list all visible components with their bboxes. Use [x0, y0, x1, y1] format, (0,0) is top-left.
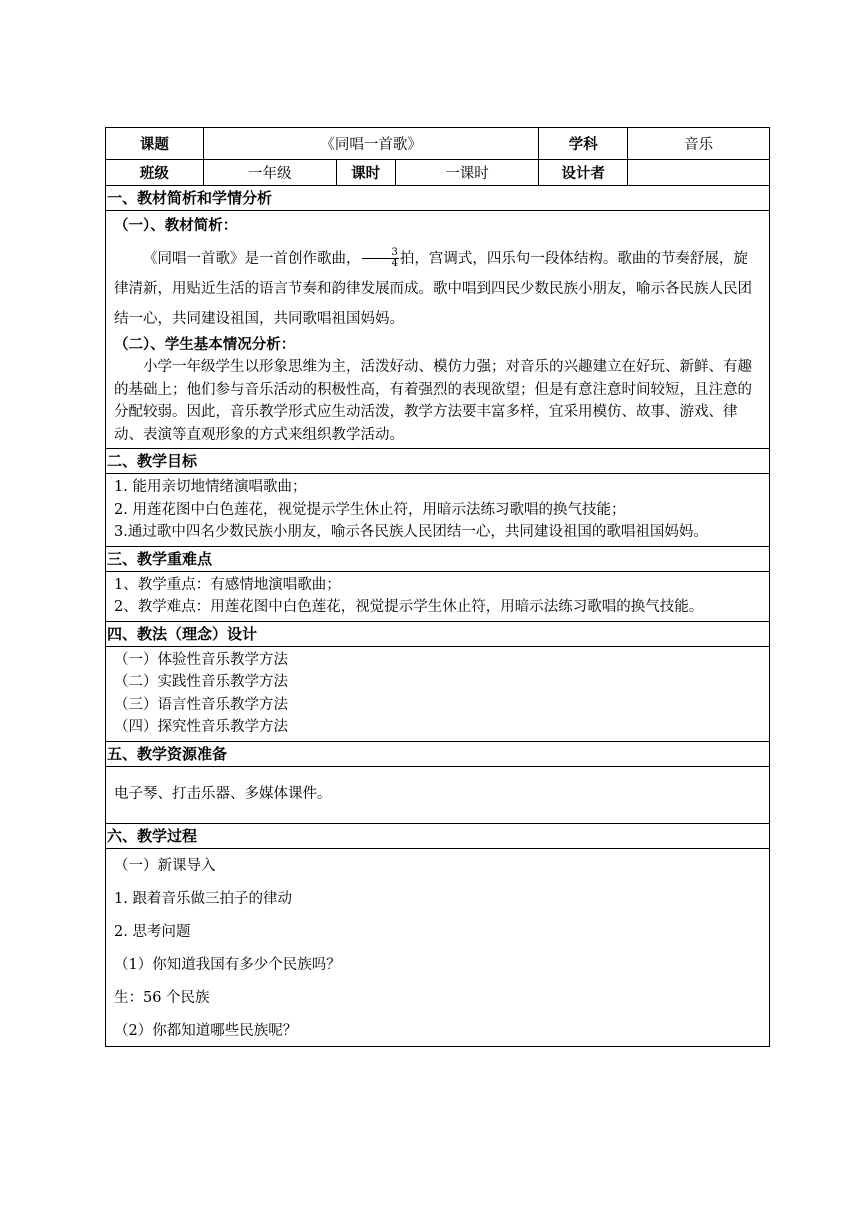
process-item: 生：56 个民族: [114, 989, 210, 1006]
period-label: 课时: [337, 160, 396, 185]
section3-title: 三、教学重难点: [106, 547, 769, 572]
section1-sub1-title: （一）、教材简析：: [114, 218, 238, 234]
section6-body: [106, 849, 769, 1046]
section4-body: [106, 647, 769, 742]
topic-label: 课题: [106, 128, 204, 159]
header-row-2: [106, 160, 769, 186]
section1-sub2-title: （二）、学生基本情况分析：: [114, 336, 296, 353]
process-item: 2. 思考问题: [114, 923, 191, 940]
method-item: （三）语言性音乐教学方法: [114, 696, 288, 713]
resources-text: 电子琴、打击乐器、多媒体课件。: [114, 786, 332, 803]
section2-title: 二、教学目标: [106, 449, 769, 474]
section5-title: 五、教学资源准备: [106, 742, 769, 767]
section6-title: 六、教学过程: [106, 824, 769, 849]
lesson-plan-table: [105, 127, 770, 1047]
subject-value: 音乐: [684, 137, 714, 153]
section1-sub1-text: 《同唱一首歌》是一首创作歌曲， $\frac{3}{4}$ 拍，宫调式，四乐句一段体结构。歌曲的节奏舒展，旋律清新，用贴近生活的语言节奏和韵律发展而成。歌中唱到四民少数民族小朋友，喻示各民族人民团结一心，共同建设祖国，共同歌唱祖国妈妈。: [114, 247, 752, 327]
designer-value: [628, 160, 769, 185]
process-item: （一）新课导入: [114, 857, 216, 874]
objective-item: 3.通过歌中四名少数民族小朋友，喻示各民族人民团结一心，共同建设祖国的歌唱祖国妈妈。: [114, 524, 708, 540]
topic-value: 《同唱一首歌》: [204, 128, 540, 159]
section2-body: [106, 474, 769, 547]
section5-body: [106, 767, 769, 824]
process-item: （2）你都知道哪些民族呢？: [114, 1022, 298, 1039]
process-item: （1）你知道我国有多少个民族吗？: [114, 956, 341, 973]
keypoint-item: 1、教学重点：有感情地演唱歌曲；: [114, 576, 341, 593]
keypoint-item: 2、教学难点：用莲花图中白色莲花，视觉提示学生休止符，用暗示法练习歌唱的换气技能。: [114, 599, 704, 615]
subject-label: 学科: [539, 128, 628, 159]
method-item: （四）探究性音乐教学方法: [114, 719, 288, 735]
time-signature-fraction: $\frac{3}{4}$: [362, 248, 399, 269]
section1-sub2-text: 小学一年级学生以形象思维为主，活泼好动、模仿力强；对音乐的兴趣建立在好玩、新鲜、有趣的基础上；他们参与音乐活动的积极性高，有着强烈的表现欲望；但是有意注意时间较短，且注意的分配较弱。因此，音乐教学形式应生动活泼，教学方法要丰富多样，宜采用模仿、故事、游戏、律动、表演等直观形象的方式来组织教学活动。: [114, 359, 752, 443]
section1-body: [106, 211, 769, 449]
section1-title: 一、教材简析和学情分析: [106, 186, 769, 211]
objective-item: 1. 能用亲切地情绪演唱歌曲；: [114, 479, 307, 495]
section4-title: 四、教法（理念）设计: [106, 622, 769, 647]
objective-item: 2. 用莲花图中白色莲花，视觉提示学生休止符，用暗示法练习歌唱的换气技能；: [114, 501, 626, 518]
class-value: 一年级: [204, 160, 337, 185]
section3-body: [106, 572, 769, 622]
method-item: （二）实践性音乐教学方法: [114, 674, 288, 690]
process-item: 1. 跟着音乐做三拍子的律动: [114, 890, 292, 907]
class-label: 班级: [106, 160, 204, 185]
period-value: 一课时: [396, 160, 540, 185]
method-item: （一）体验性音乐教学方法: [114, 651, 288, 668]
header-row-1: [106, 128, 769, 160]
designer-label: 设计者: [539, 160, 628, 185]
